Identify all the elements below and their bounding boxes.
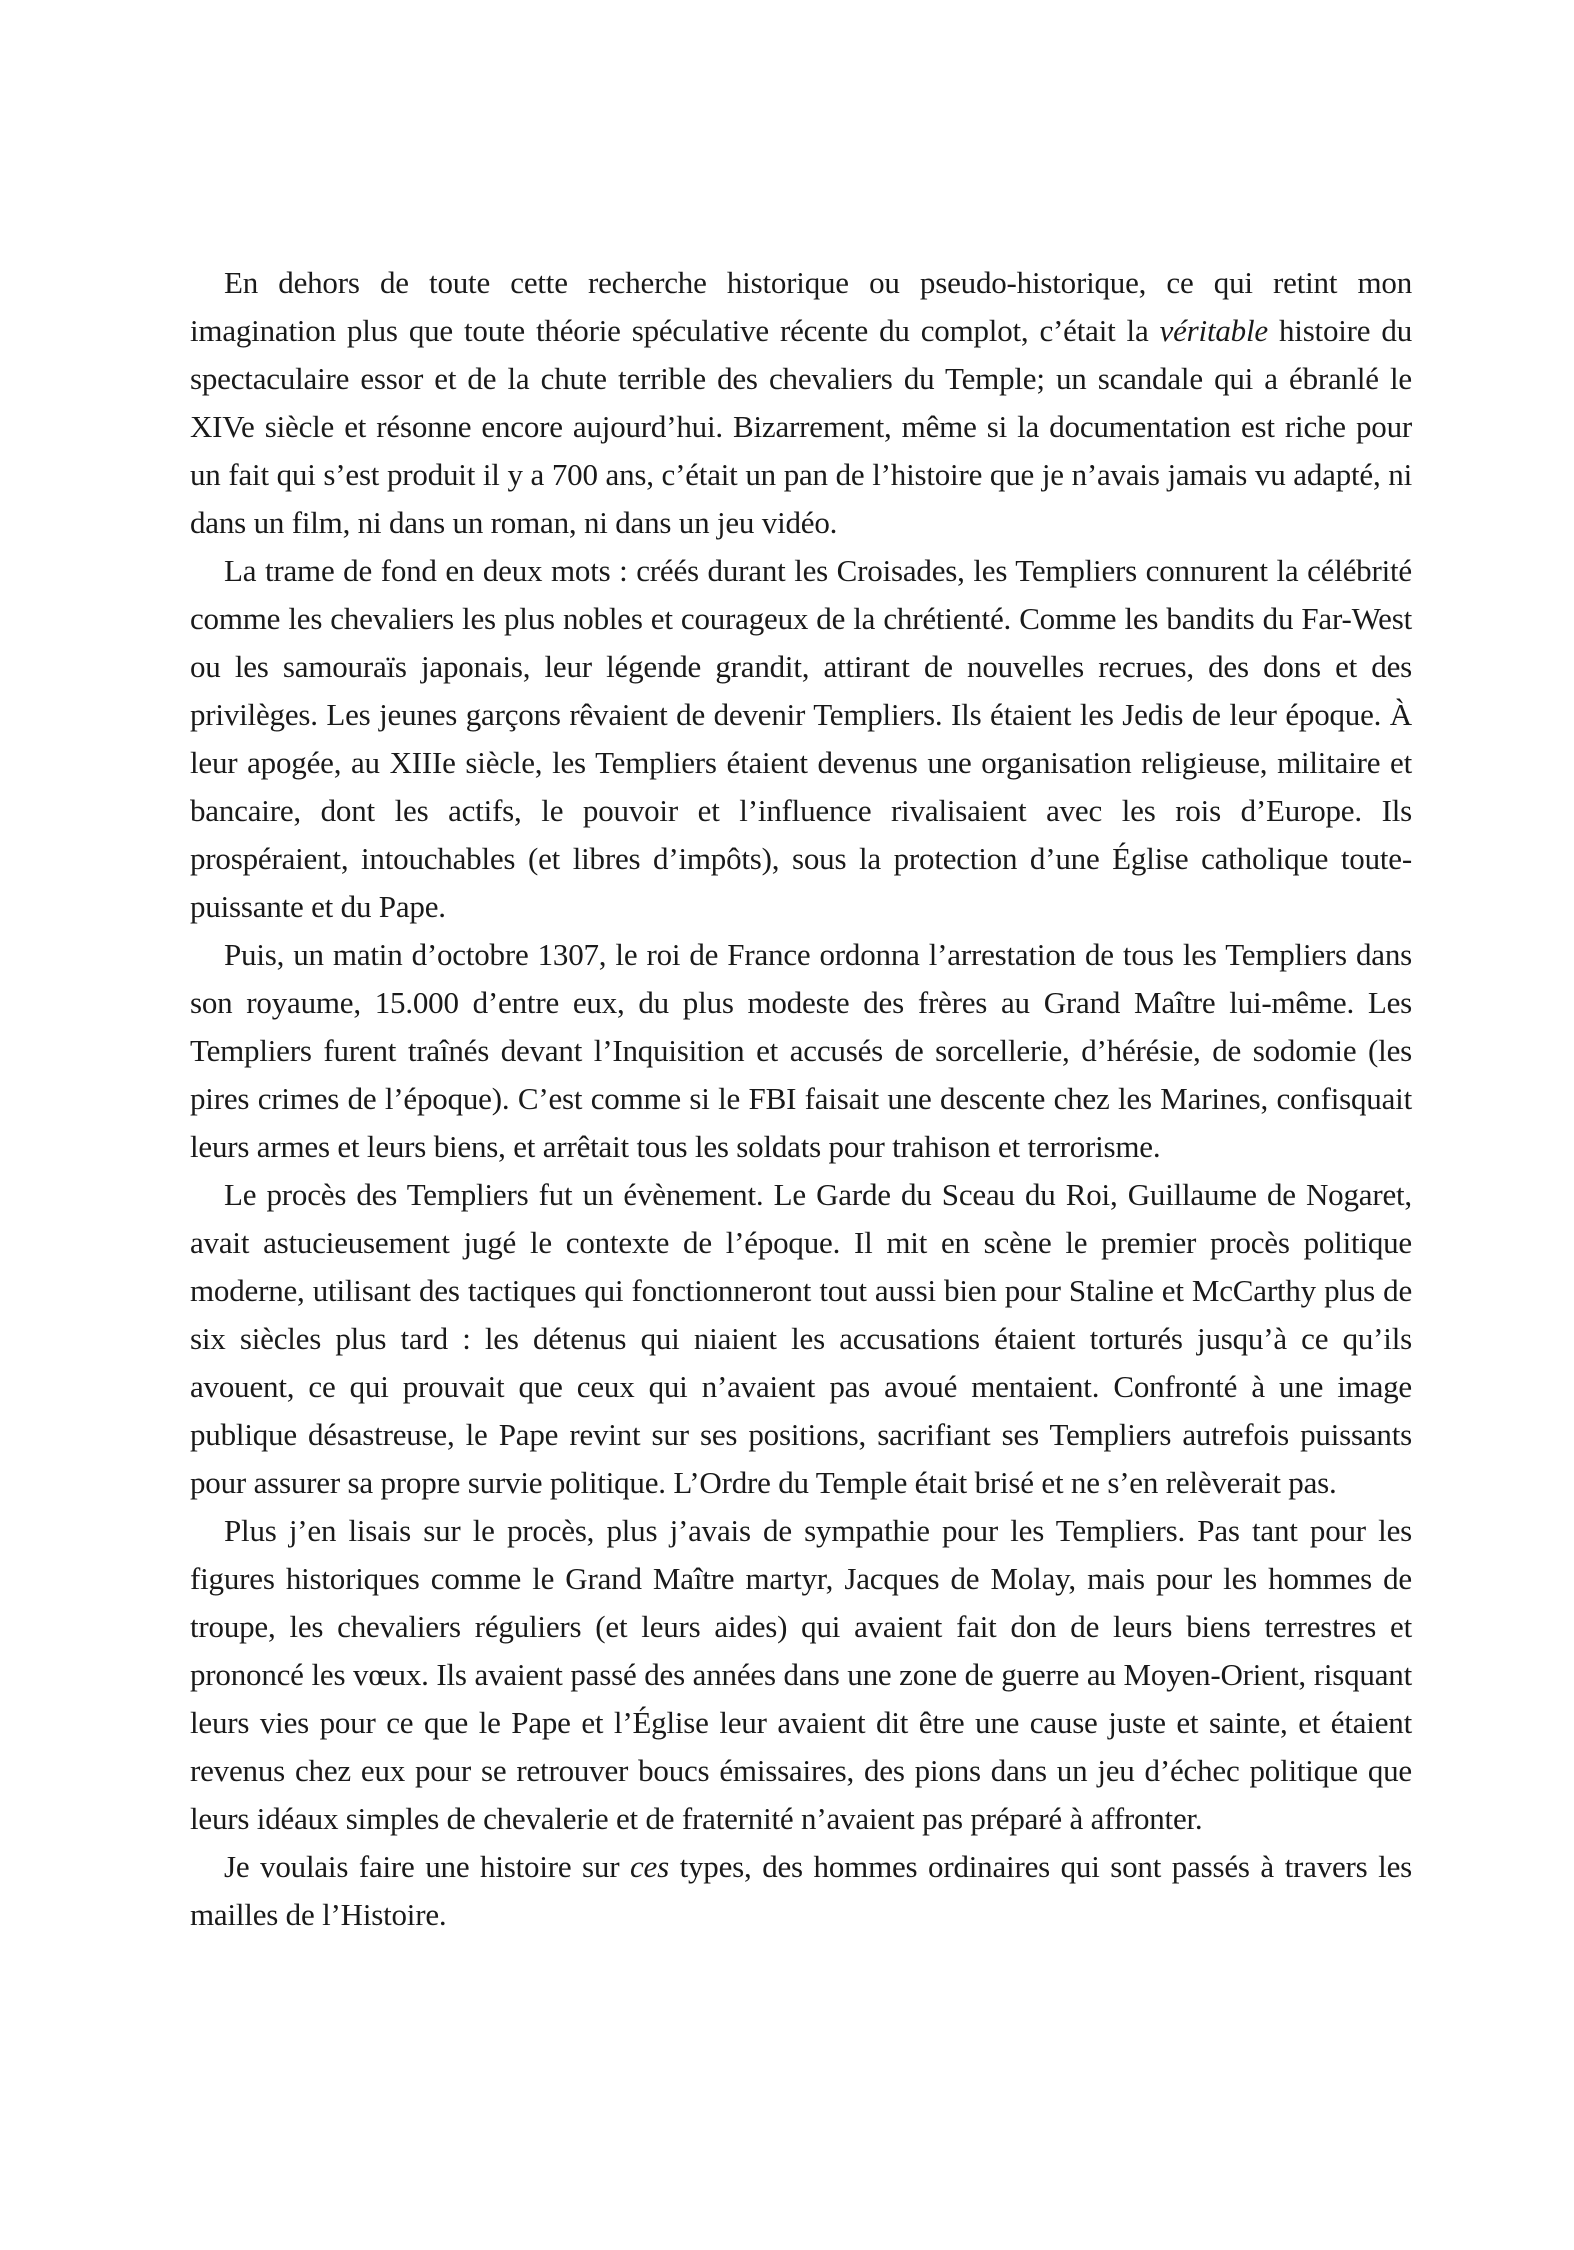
emphasis-ces: ces bbox=[629, 1849, 669, 1884]
paragraph-intro: En dehors de toute cette recherche historique ou pseudo-historique, ce qui retint mon imagination plus que toute théorie spéculative récente du complot, c’était la véritable histoire du spectaculaire essor et de la chute terrible des chevaliers du Temple; un scandale qui a ébranlé le XIVe siècle et résonne encore aujourd’hui. Bizarrement, même si la documentation est riche pour un fait qui s’est produit il y a 700 ans, c’était un pan de l’histoire que je n’avais jamais vu adapté, ni dans un film, ni dans un roman, ni dans un jeu vidéo. bbox=[190, 265, 1412, 540]
paragraph-conclusion: Je voulais faire une histoire sur ces types, des hommes ordinaires qui sont passés à travers les mailles de l’Histoire. bbox=[190, 1849, 1413, 1932]
paragraph-trial: Le procès des Templiers fut un évènement. Le Garde du Sceau du Roi, Guillaume de Nogaret, avait astucieusement jugé le contexte de l’époque. Il mit en scène le premier procès politique moderne, utilisant des tactiques qui fonctionneront tout aussi bien pour Staline et McCarthy plus de six siècles plus tard : les détenus qui niaient les accusations étaient torturés jusqu’à ce qu’ils avouent, ce qui prouvait que ceux qui n’avaient pas avoué mentaient. Confronté à une image publique désastreuse, le Pape revint sur ses positions, sacrifiant ses Templiers autrefois puissants pour assurer sa propre survie politique. L’Ordre du Temple était brisé et ne s’en relèverait pas. bbox=[190, 1177, 1412, 1500]
paragraph-arrest: Puis, un matin d’octobre 1307, le roi de France ordonna l’arrestation de tous les Templiers dans son royaume, 15.000 d’entre eux, du plus modeste des frères au Grand Maître lui-même. Les Templiers furent traînés devant l’Inquisition et accusés de sorcellerie, d’hérésie, de sodomie (les pires crimes de l’époque). C’est comme si le FBI faisait une descente chez les Marines, confisquait leurs armes et leurs biens, et arrêtait tous les soldats pour trahison et terrorisme. bbox=[190, 937, 1412, 1164]
emphasis-veritable: véritable bbox=[1159, 313, 1268, 348]
document-page bbox=[190, 259, 1412, 1939]
paragraph-sympathy: Plus j’en lisais sur le procès, plus j’avais de sympathie pour les Templiers. Pas tant pour les figures historiques comme le Grand Maître martyr, Jacques de Molay, mais pour les hommes de troupe, les chevaliers réguliers (et leurs aides) qui avaient fait don de leurs biens terrestres et prononcé les vœux. Ils avaient passé des années dans une zone de guerre au Moyen-Orient, risquant leurs vies pour ce que le Pape et l’Église leur avaient dit être une cause juste et sainte, et étaient revenus chez eux pour se retrouver boucs émissaires, des pions dans un jeu d’échec politique que leurs idéaux simples de chevalerie et de fraternité n’avaient pas préparé à affronter. bbox=[190, 1513, 1412, 1836]
paragraph-background: La trame de fond en deux mots : créés durant les Croisades, les Templiers connurent la célébrité comme les chevaliers les plus nobles et courageux de la chrétienté. Comme les bandits du Far-West ou les samouraïs japonais, leur légende grandit, attirant de nouvelles recrues, des dons et des privilèges. Les jeunes garçons rêvaient de devenir Templiers. Ils étaient les Jedis de leur époque. À leur apogée, au XIIIe siècle, les Templiers étaient devenus une organisation religieuse, militaire et bancaire, dont les actifs, le pouvoir et l’influence rivalisaient avec les rois d’Europe. Ils prospéraient, intouchables (et libres d’impôts), sous la protection d’une Église catholique toute-puissante et du Pape. bbox=[190, 553, 1412, 924]
